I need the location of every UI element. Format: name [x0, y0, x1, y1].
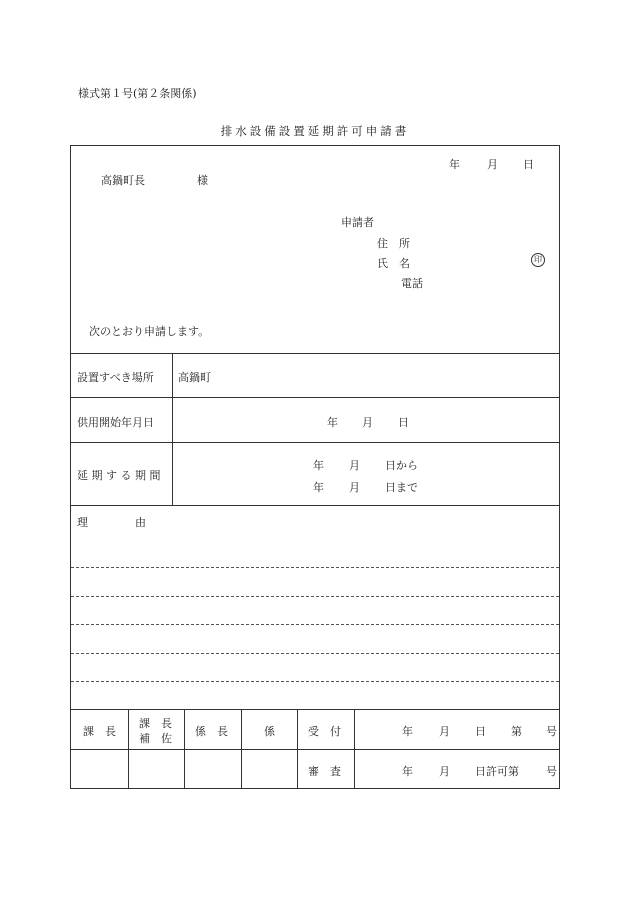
header-year: 年 — [449, 158, 460, 171]
receipt-label: 受 付 — [308, 725, 341, 738]
period-to-month: 月 — [349, 481, 360, 494]
rule-start-bottom — [71, 442, 559, 443]
rule-approval-middle — [71, 749, 559, 750]
start-date-label: 供用開始年月日 — [77, 416, 154, 429]
receipt-day: 日 — [475, 725, 486, 738]
period-from-month: 月 — [349, 459, 360, 472]
rule-period-bottom — [71, 505, 559, 506]
reason-line-2 — [71, 596, 559, 597]
period-label: 延 期 す る 期 間 — [77, 469, 161, 482]
approval-staff: 係 — [264, 725, 275, 738]
review-number-suffix: 号 — [546, 765, 557, 778]
reason-line-1 — [71, 567, 559, 568]
reason-label-2: 由 — [135, 516, 146, 529]
review-label: 審 査 — [308, 765, 341, 778]
reason-label-1: 理 — [77, 516, 88, 529]
reason-line-5 — [71, 681, 559, 682]
start-date-month: 月 — [362, 416, 373, 429]
header-month: 月 — [487, 158, 498, 171]
period-from-year: 年 — [313, 459, 324, 472]
reason-line-4 — [71, 653, 559, 654]
application-statement: 次のとおり申請します。 — [89, 325, 210, 338]
receipt-number-suffix: 号 — [546, 725, 557, 738]
header-day: 日 — [523, 158, 534, 171]
location-label: 設置すべき場所 — [77, 371, 154, 384]
reason-line-3 — [71, 624, 559, 625]
review-day-permit: 日許可第 — [475, 765, 519, 778]
review-month: 月 — [439, 765, 450, 778]
receipt-month: 月 — [439, 725, 450, 738]
rule-location-bottom — [71, 397, 559, 398]
approval-section-chief: 課 長 — [83, 725, 116, 738]
start-date-day: 日 — [398, 416, 409, 429]
period-to-day: 日まで — [385, 481, 418, 494]
seal-mark: 印 — [531, 253, 545, 267]
applicant-phone-label: 電話 — [401, 277, 423, 290]
applicant-label: 申請者 — [341, 216, 374, 229]
approval-deputy-line-2: 補 佐 — [139, 732, 172, 745]
form-number: 様式第１号(第２条関係) — [78, 87, 197, 100]
receipt-number-prefix: 第 — [511, 725, 522, 738]
review-year: 年 — [402, 765, 413, 778]
approval-subsection-chief: 係 長 — [195, 725, 228, 738]
applicant-name-label: 氏 名 — [377, 257, 410, 270]
period-from-day: 日から — [385, 459, 418, 472]
period-to-year: 年 — [313, 481, 324, 494]
application-form — [70, 145, 560, 789]
approval-deputy-line-1: 課 長 — [139, 717, 172, 730]
applicant-address-label: 住 所 — [377, 237, 410, 250]
approval-divider-2 — [184, 709, 185, 789]
approval-divider-1 — [128, 709, 129, 789]
document-title: 排水設備設置延期許可申請書 — [220, 124, 410, 138]
start-date-year: 年 — [327, 416, 338, 429]
location-value: 高鍋町 — [178, 371, 211, 384]
approval-divider-5 — [354, 709, 355, 789]
rule-header-bottom — [71, 353, 559, 354]
label-column-divider — [172, 353, 173, 505]
approval-divider-4 — [297, 709, 298, 789]
addressee-name: 高鍋町長 — [101, 174, 145, 187]
receipt-year: 年 — [402, 725, 413, 738]
rule-approval-top — [71, 709, 559, 710]
approval-divider-3 — [241, 709, 242, 789]
addressee-honorific: 様 — [197, 174, 208, 187]
